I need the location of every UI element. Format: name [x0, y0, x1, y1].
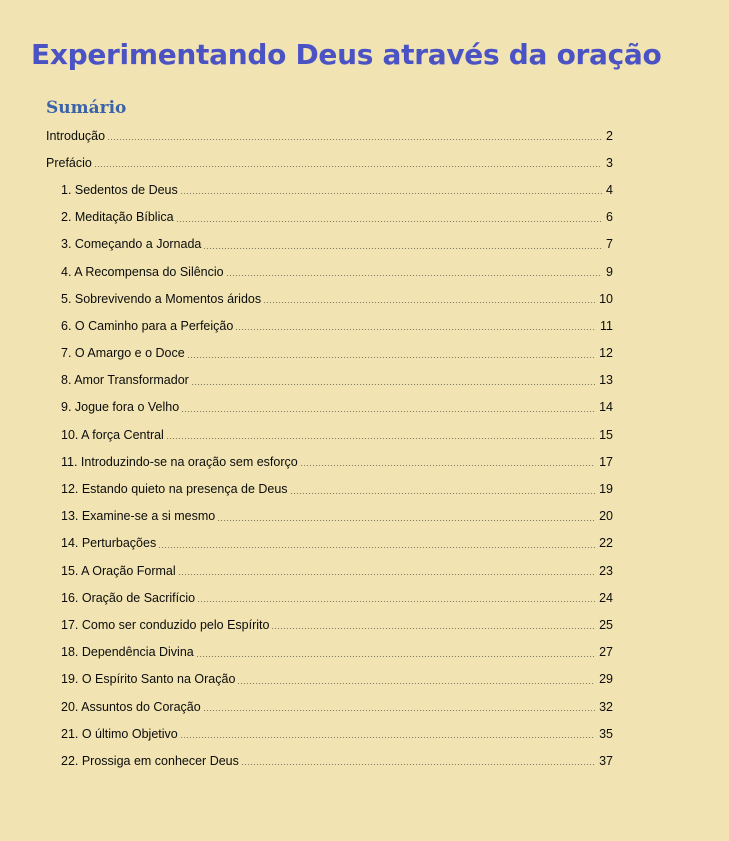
toc-entry-label[interactable]: 10. A força Central [61, 427, 164, 442]
table-of-contents [46, 122, 613, 775]
toc-entry[interactable] [46, 475, 613, 502]
toc-entry-label[interactable]: 12. Estando quieto na presença de Deus [61, 482, 288, 497]
toc-entry-label[interactable]: 21. O último Objetivo [61, 726, 178, 741]
toc-dot-leader [180, 737, 595, 738]
toc-entry-label[interactable]: 3. Começando a Jornada [61, 237, 202, 252]
toc-entry-label[interactable]: 11. Introduzindo-se na oração sem esforço [61, 454, 298, 469]
toc-entry-page-number[interactable]: 12 [599, 346, 613, 361]
toc-entry-page-number[interactable]: 11 [600, 318, 613, 333]
toc-entry[interactable] [46, 149, 613, 176]
toc-entry-page-number[interactable]: 20 [599, 509, 613, 524]
toc-entry-page-number[interactable]: 23 [599, 563, 613, 578]
toc-dot-leader [237, 683, 595, 684]
toc-entry-page-number[interactable]: 2 [606, 128, 613, 143]
toc-entry-page-number[interactable]: 35 [599, 726, 613, 741]
toc-entry-page-number[interactable]: 7 [606, 237, 613, 252]
toc-entry[interactable] [46, 584, 613, 611]
toc-entry[interactable] [46, 421, 613, 448]
toc-dot-leader [300, 465, 595, 466]
toc-entry[interactable] [46, 448, 613, 475]
toc-entry[interactable] [46, 122, 613, 149]
toc-entry-label[interactable]: 7. O Amargo e o Doce [61, 346, 185, 361]
toc-entry-label[interactable]: 20. Assuntos do Coração [61, 699, 201, 714]
document-title: Experimentando Deus através da oração [31, 38, 662, 71]
toc-entry-label[interactable]: 5. Sobrevivendo a Momentos áridos [61, 291, 262, 306]
toc-entry[interactable] [46, 204, 613, 231]
toc-entry[interactable] [46, 720, 613, 747]
toc-entry-page-number[interactable]: 22 [599, 536, 613, 551]
toc-entry[interactable] [46, 747, 613, 774]
toc-dot-leader [191, 384, 595, 385]
toc-dot-leader [235, 329, 596, 330]
toc-entry[interactable] [46, 394, 613, 421]
toc-entry[interactable] [46, 693, 613, 720]
toc-entry-label[interactable]: 9. Jogue fora o Velho [61, 400, 180, 415]
toc-entry-label[interactable]: 8. Amor Transformador [61, 373, 189, 388]
toc-entry[interactable] [46, 503, 613, 530]
toc-entry-page-number[interactable]: 13 [599, 373, 613, 388]
toc-entry-page-number[interactable]: 17 [599, 454, 613, 469]
toc-entry-label[interactable]: 13. Examine-se a si mesmo [61, 509, 216, 524]
toc-entry-label[interactable]: 22. Prossiga em conhecer Deus [61, 753, 239, 768]
toc-entry-page-number[interactable]: 15 [599, 427, 613, 442]
toc-entry-page-number[interactable]: 9 [606, 264, 613, 279]
toc-dot-leader [271, 628, 595, 629]
toc-dot-leader [290, 493, 596, 494]
toc-dot-leader [187, 357, 595, 358]
toc-entry-label[interactable]: 4. A Recompensa do Silêncio [61, 264, 224, 279]
toc-entry[interactable] [46, 176, 613, 203]
toc-dot-leader [197, 601, 595, 602]
toc-heading: Sumário [46, 98, 127, 118]
toc-dot-leader [158, 547, 595, 548]
toc-entry[interactable] [46, 231, 613, 258]
toc-dot-leader [196, 656, 595, 657]
toc-entry-label[interactable]: 16. Oração de Sacrifício [61, 590, 196, 605]
toc-dot-leader [166, 438, 595, 439]
toc-entry-label[interactable]: Prefácio [46, 155, 92, 170]
toc-entry-page-number[interactable]: 37 [599, 753, 613, 768]
toc-entry-page-number[interactable]: 24 [599, 590, 613, 605]
toc-entry-label[interactable]: 15. A Oração Formal [61, 563, 176, 578]
toc-entry-label[interactable]: 17. Como ser conduzido pelo Espírito [61, 617, 270, 632]
toc-entry[interactable] [46, 639, 613, 666]
toc-dot-leader [217, 520, 595, 521]
toc-dot-leader [107, 139, 602, 140]
toc-entry-page-number[interactable]: 19 [599, 482, 613, 497]
toc-entry[interactable] [46, 367, 613, 394]
toc-dot-leader [180, 193, 602, 194]
toc-dot-leader [178, 574, 595, 575]
toc-entry-page-number[interactable]: 29 [599, 672, 613, 687]
toc-entry-label[interactable]: 2. Meditação Bíblica [61, 210, 174, 225]
toc-entry-page-number[interactable]: 25 [599, 617, 613, 632]
toc-entry-page-number[interactable]: 3 [606, 155, 613, 170]
toc-entry[interactable] [46, 285, 613, 312]
toc-dot-leader [241, 764, 595, 765]
toc-dot-leader [181, 411, 595, 412]
toc-entry-label[interactable]: Introdução [46, 128, 106, 143]
toc-entry[interactable] [46, 340, 613, 367]
toc-entry-page-number[interactable]: 32 [599, 699, 613, 714]
toc-entry[interactable] [46, 666, 613, 693]
toc-dot-leader [203, 248, 602, 249]
toc-entry[interactable] [46, 258, 613, 285]
toc-entry[interactable] [46, 611, 613, 638]
toc-entry[interactable] [46, 312, 613, 339]
toc-dot-leader [263, 302, 595, 303]
toc-entry-label[interactable]: 14. Perturbações [61, 536, 157, 551]
toc-entry[interactable] [46, 530, 613, 557]
toc-entry-label[interactable]: 19. O Espírito Santo na Oração [61, 672, 236, 687]
toc-dot-leader [176, 221, 602, 222]
toc-entry-page-number[interactable]: 10 [599, 291, 613, 306]
toc-entry[interactable] [46, 557, 613, 584]
toc-entry-page-number[interactable]: 14 [599, 400, 613, 415]
toc-entry-page-number[interactable]: 6 [606, 210, 613, 225]
toc-dot-leader [94, 166, 602, 167]
toc-entry-label[interactable]: 6. O Caminho para a Perfeição [61, 318, 234, 333]
toc-entry-label[interactable]: 1. Sedentos de Deus [61, 182, 178, 197]
toc-entry-label[interactable]: 18. Dependência Divina [61, 645, 194, 660]
toc-entry-page-number[interactable]: 4 [606, 182, 613, 197]
toc-entry-page-number[interactable]: 27 [599, 645, 613, 660]
toc-dot-leader [226, 275, 602, 276]
toc-dot-leader [203, 710, 595, 711]
